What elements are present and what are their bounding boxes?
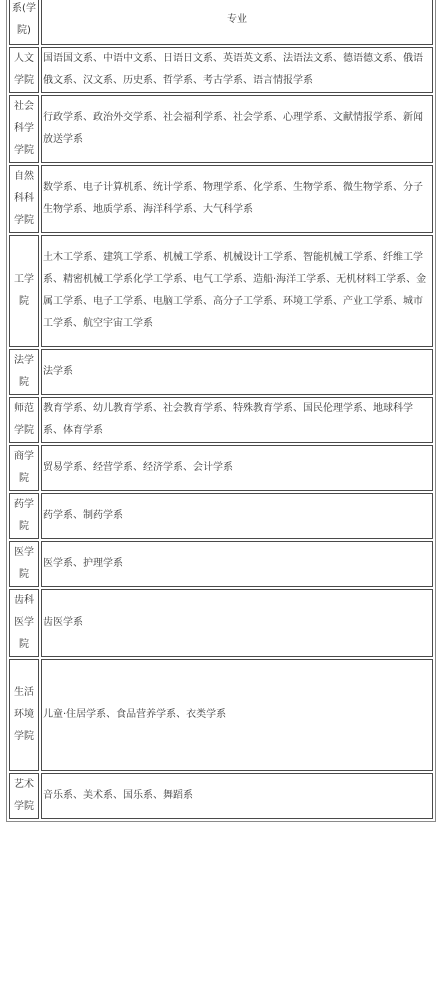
dept-cell: 社会科学学院: [9, 95, 39, 163]
majors-cell: 儿童·住居学系、食品营养学系、衣类学系: [41, 659, 433, 771]
dept-cell: 医学院: [9, 541, 39, 587]
table-row: [9, 95, 433, 163]
table-row: [9, 773, 433, 819]
majors-cell: 音乐系、美术系、国乐系、舞蹈系: [41, 773, 433, 819]
table-row: [9, 47, 433, 93]
dept-cell: 师范学院: [9, 397, 39, 443]
table-row: [9, 493, 433, 539]
dept-cell: 生活环境学院: [9, 659, 39, 771]
dept-cell: 人文学院: [9, 47, 39, 93]
header-majors-cell: 专业: [41, 0, 433, 45]
majors-cell: 数学系、电子计算机系、统计学系、物理学系、化学系、生物学系、微生物学系、分子生物学系、地质学系、海洋科学系、大气科学系: [41, 165, 433, 233]
college-table-container: [6, 0, 436, 822]
table-row: [9, 659, 433, 771]
dept-cell: 工学院: [9, 235, 39, 347]
majors-cell: 医学系、护理学系: [41, 541, 433, 587]
majors-cell: 法学系: [41, 349, 433, 395]
majors-cell: 教育学系、幼儿教育学系、社会教育学系、特殊教育学系、国民伦理学系、地球科学系、体育学系: [41, 397, 433, 443]
college-majors-table: [6, 0, 436, 822]
dept-cell: 药学院: [9, 493, 39, 539]
table-row: [9, 235, 433, 347]
majors-cell: 土木工学系、建筑工学系、机械工学系、机械设计工学系、智能机械工学系、纤维工学系、精密机械工学系化学工学系、电气工学系、造船·海洋工学系、无机材料工学系、金属工学系、电子工学系、电脑工学系、高分子工学系、环境工学系、产业工学系、城市工学系、航空宇宙工学系: [41, 235, 433, 347]
table-row: [9, 445, 433, 491]
majors-cell: 国语国文系、中语中文系、日语日文系、英语英文系、法语法文系、德语德文系、俄语俄文系、汉文系、历史系、哲学系、考古学系、语言情报学系: [41, 47, 433, 93]
dept-cell: 法学院: [9, 349, 39, 395]
table-header-row: [9, 0, 433, 45]
dept-cell: 自然科科学院: [9, 165, 39, 233]
majors-cell: 贸易学系、经营学系、经济学系、会计学系: [41, 445, 433, 491]
dept-cell: 艺术学院: [9, 773, 39, 819]
majors-cell: 药学系、制药学系: [41, 493, 433, 539]
table-row: [9, 165, 433, 233]
table-row: [9, 541, 433, 587]
table-row: [9, 349, 433, 395]
dept-cell: 商学院: [9, 445, 39, 491]
table-row: [9, 589, 433, 657]
majors-cell: 行政学系、政治外交学系、社会福利学系、社会学系、心理学系、文献情报学系、新闻放送学系: [41, 95, 433, 163]
majors-cell: 齿医学系: [41, 589, 433, 657]
dept-cell: 齿科医学院: [9, 589, 39, 657]
header-dept-cell: 系(学院): [9, 0, 39, 45]
table-row: [9, 397, 433, 443]
